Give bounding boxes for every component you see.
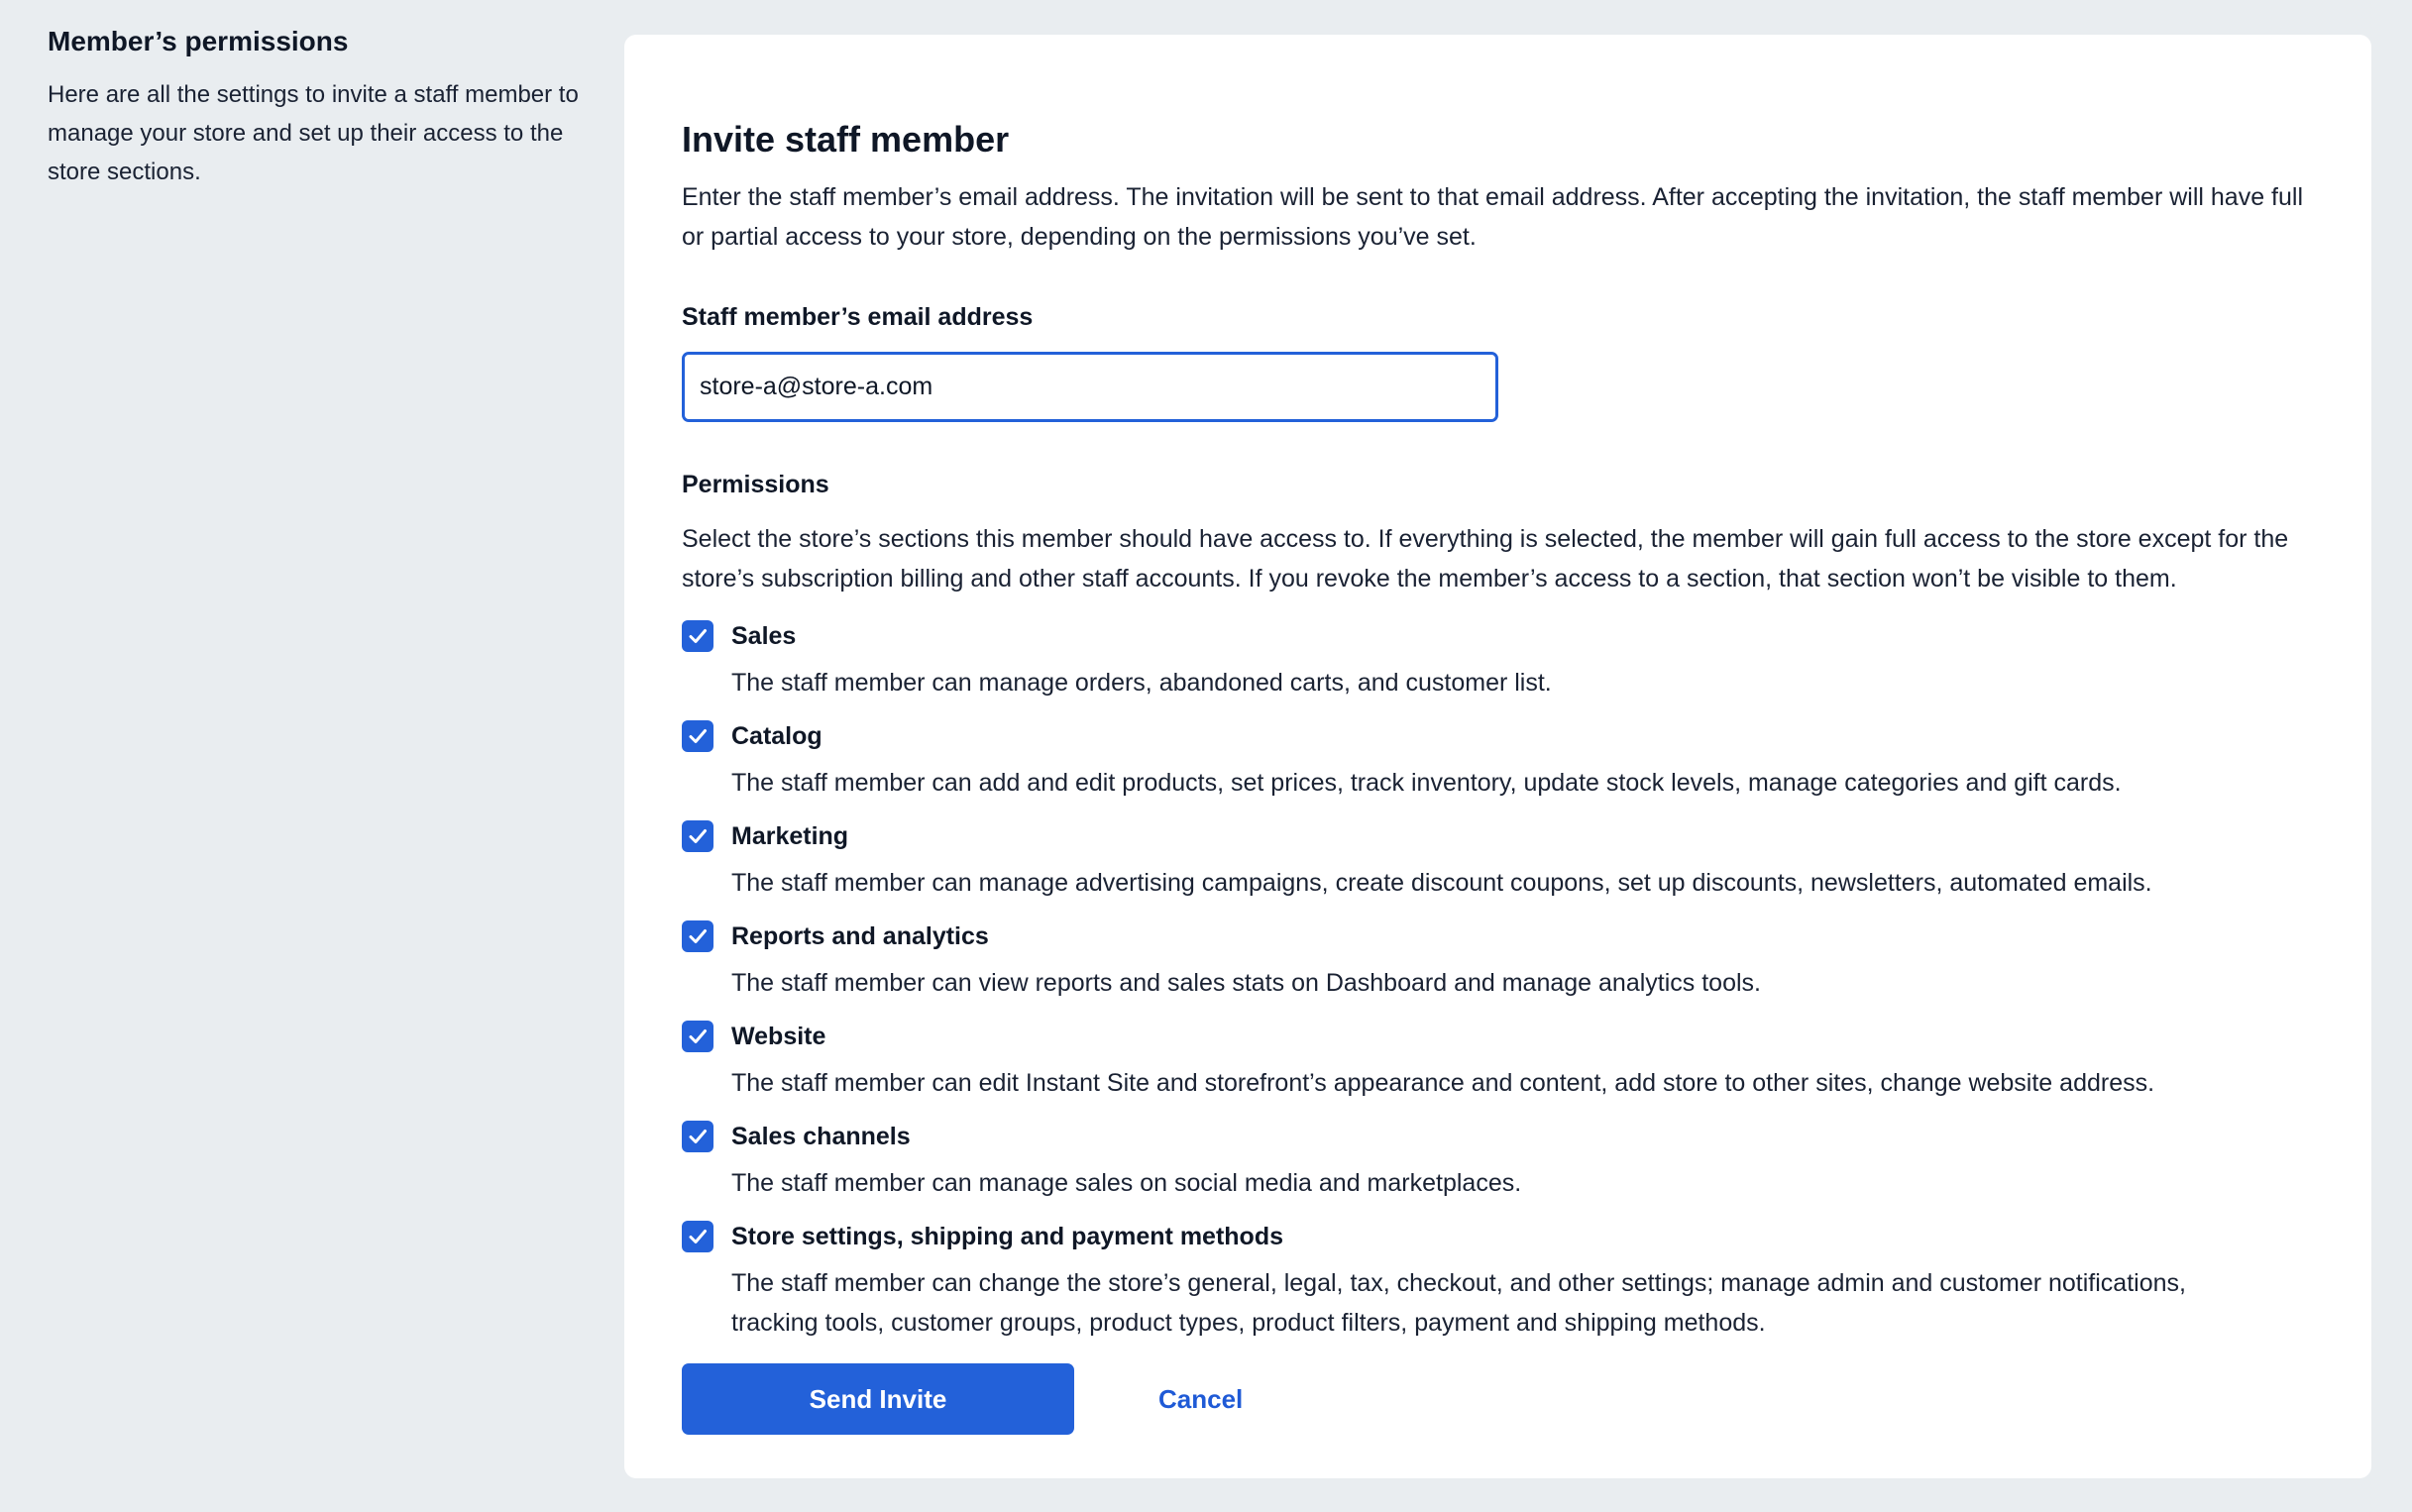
catalog-checkbox[interactable] bbox=[682, 720, 713, 752]
form-actions bbox=[682, 1363, 1243, 1435]
permission-description: The staff member can manage advertising campaigns, create discount coupons, set up discounts, newsletters, automated emails. bbox=[731, 869, 2152, 897]
sidebar-description: Here are all the settings to invite a staff member to manage your store and set up their access to the store sections. bbox=[48, 81, 579, 185]
permission-description: The staff member can add and edit products, set prices, track inventory, update stock levels, manage categories and gift cards. bbox=[731, 769, 2122, 797]
permission-item-website bbox=[682, 1015, 2314, 1115]
sales-channels-checkbox[interactable] bbox=[682, 1121, 713, 1152]
permission-item-sales-channels bbox=[682, 1115, 2314, 1215]
store-settings-checkbox[interactable] bbox=[682, 1221, 713, 1252]
permissions-list bbox=[682, 614, 2314, 1353]
permission-item-sales bbox=[682, 614, 2314, 714]
sales-checkbox[interactable] bbox=[682, 620, 713, 652]
permission-description: The staff member can edit Instant Site and storefront’s appearance and content, add store to other sites, change website address. bbox=[731, 1069, 2155, 1097]
sidebar-title: Member’s permissions bbox=[48, 26, 349, 56]
invite-description: Enter the staff member’s email address. The invitation will be sent to that email address. After accepting the invitation, the staff member will have full or partial access to your store, depending on the permissions you’ve set. bbox=[682, 183, 2304, 251]
send-invite-button[interactable]: Send Invite bbox=[682, 1363, 1074, 1435]
permission-description: The staff member can manage sales on social media and marketplaces. bbox=[731, 1169, 1522, 1197]
email-field[interactable] bbox=[682, 352, 1498, 422]
page-title: Invite staff member bbox=[682, 119, 1010, 160]
check-icon bbox=[687, 1226, 709, 1247]
check-icon bbox=[687, 1026, 709, 1047]
permission-item-reports bbox=[682, 915, 2314, 1015]
check-icon bbox=[687, 1126, 709, 1147]
permission-name[interactable]: Sales channels bbox=[731, 1123, 911, 1150]
invite-card bbox=[624, 35, 2371, 1478]
permissions-description: Select the store’s sections this member should have access to. If everything is selected, the member will gain full access to the store except for the store’s subscription billing and other staff accounts. If you revoke the member’s access to a section, that section won’t be visible to them. bbox=[682, 525, 2289, 593]
check-icon bbox=[687, 625, 709, 647]
permission-name[interactable]: Sales bbox=[731, 622, 797, 650]
permission-name[interactable]: Store settings, shipping and payment methods bbox=[731, 1223, 1284, 1250]
cancel-button[interactable]: Cancel bbox=[1158, 1383, 1244, 1414]
check-icon bbox=[687, 825, 709, 847]
permission-description: The staff member can change the store’s general, legal, tax, checkout, and other settings; manage admin and customer notifications, tracking tools, customer groups, product types, product filters, payment and shipping methods. bbox=[731, 1269, 2186, 1337]
permission-description: The staff member can view reports and sales stats on Dashboard and manage analytics tools. bbox=[731, 969, 1761, 997]
check-icon bbox=[687, 725, 709, 747]
website-checkbox[interactable] bbox=[682, 1021, 713, 1052]
reports-checkbox[interactable] bbox=[682, 920, 713, 952]
permissions-sidebar bbox=[48, 24, 595, 191]
permissions-label: Permissions bbox=[682, 471, 829, 498]
permission-name[interactable]: Marketing bbox=[731, 822, 849, 850]
permission-item-store-settings bbox=[682, 1215, 2314, 1353]
permission-name[interactable]: Catalog bbox=[731, 722, 822, 750]
permission-name[interactable]: Reports and analytics bbox=[731, 922, 989, 950]
email-field-label: Staff member’s email address bbox=[682, 303, 1034, 331]
check-icon bbox=[687, 925, 709, 947]
permission-description: The staff member can manage orders, abandoned carts, and customer list. bbox=[731, 669, 1552, 697]
permission-item-marketing bbox=[682, 814, 2314, 915]
permission-item-catalog bbox=[682, 714, 2314, 814]
marketing-checkbox[interactable] bbox=[682, 820, 713, 852]
permission-name[interactable]: Website bbox=[731, 1023, 826, 1050]
